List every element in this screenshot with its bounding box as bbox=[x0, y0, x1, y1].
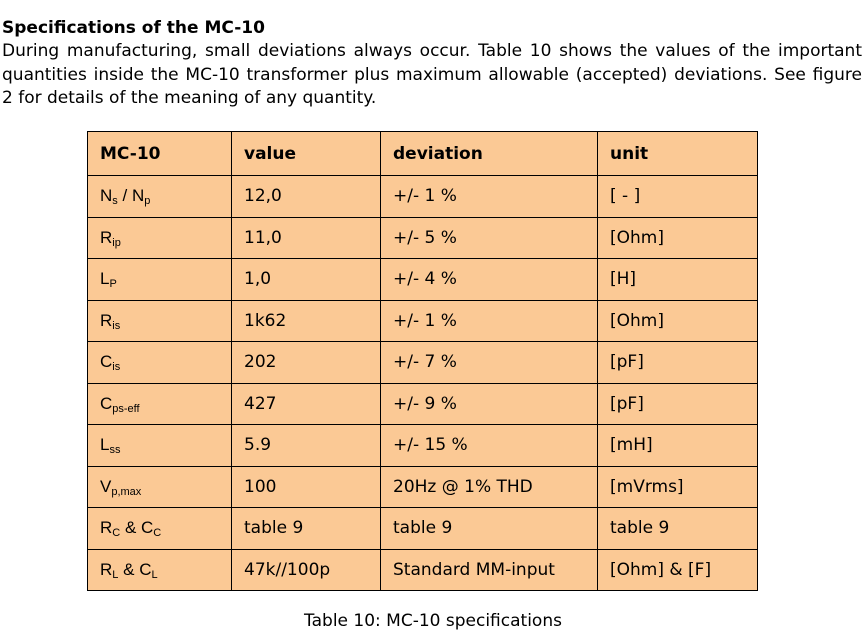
table-row bbox=[88, 383, 758, 425]
value-cell: 47k//100p bbox=[232, 549, 381, 591]
header-value: value bbox=[232, 132, 381, 176]
deviation-cell: +/- 5 % bbox=[381, 217, 598, 259]
unit-cell: [Ohm] bbox=[598, 300, 758, 342]
quantity-cell bbox=[88, 549, 232, 591]
quantity-symbol: R bbox=[100, 227, 113, 247]
table-header-row bbox=[88, 132, 758, 176]
table-row bbox=[88, 300, 758, 342]
table-body bbox=[88, 176, 758, 591]
value-cell: 1k62 bbox=[232, 300, 381, 342]
quantity-cell bbox=[88, 383, 232, 425]
quantity-symbol: C bbox=[100, 393, 113, 413]
unit-cell: [Ohm] & [F] bbox=[598, 549, 758, 591]
header-unit: unit bbox=[598, 132, 758, 176]
deviation-cell: 20Hz @ 1% THD bbox=[381, 466, 598, 508]
quantity-subscript: p,max bbox=[111, 485, 142, 498]
quantity-subscript: L bbox=[151, 568, 158, 581]
header-deviation: deviation bbox=[381, 132, 598, 176]
table-row bbox=[88, 466, 758, 508]
quantity-subscript: ps-eff bbox=[112, 402, 140, 415]
unit-cell: table 9 bbox=[598, 508, 758, 550]
quantity-subscript: C bbox=[153, 527, 162, 540]
header-quantity: MC-10 bbox=[88, 132, 232, 176]
quantity-symbol: L bbox=[100, 269, 110, 289]
quantity-symbol: V bbox=[100, 476, 112, 496]
table-row bbox=[88, 425, 758, 467]
quantity-symbol: & C bbox=[118, 559, 152, 579]
value-cell: 202 bbox=[232, 342, 381, 384]
quantity-subscript: C bbox=[112, 527, 121, 540]
quantity-cell bbox=[88, 342, 232, 384]
table-row bbox=[88, 217, 758, 259]
value-cell: 12,0 bbox=[232, 176, 381, 218]
value-cell: 11,0 bbox=[232, 217, 381, 259]
quantity-subscript: s bbox=[112, 195, 118, 208]
quantity-symbol: L bbox=[100, 435, 110, 455]
quantity-cell bbox=[88, 508, 232, 550]
table-caption: Table 10: MC-10 specifications bbox=[304, 611, 562, 631]
quantity-subscript: p bbox=[144, 195, 151, 208]
quantity-symbol: C bbox=[100, 352, 113, 372]
deviation-cell: table 9 bbox=[381, 508, 598, 550]
value-cell: 100 bbox=[232, 466, 381, 508]
deviation-cell: +/- 15 % bbox=[381, 425, 598, 467]
quantity-cell bbox=[88, 217, 232, 259]
quantity-symbol: R bbox=[100, 310, 113, 330]
unit-cell: [H] bbox=[598, 259, 758, 301]
intro-paragraph: During manufacturing, small deviations always occur. Table 10 shows the values of the important quantities inside the MC-10 transformer plus maximum allowable (accepted) deviations. See figure 2 for details of the meaning of any quantity. bbox=[2, 41, 862, 108]
table-row bbox=[88, 342, 758, 384]
specifications-table bbox=[87, 131, 758, 591]
section-heading: Specifications of the MC-10 bbox=[2, 18, 265, 38]
quantity-symbol: N bbox=[100, 186, 113, 206]
quantity-subscript: is bbox=[112, 361, 121, 374]
unit-cell: [mVrms] bbox=[598, 466, 758, 508]
quantity-cell bbox=[88, 176, 232, 218]
table-row bbox=[88, 259, 758, 301]
unit-cell: [pF] bbox=[598, 383, 758, 425]
quantity-symbol: & C bbox=[120, 518, 154, 538]
quantity-symbol: / N bbox=[117, 186, 145, 206]
deviation-cell: Standard MM-input bbox=[381, 549, 598, 591]
quantity-subscript: L bbox=[112, 568, 119, 581]
deviation-cell: +/- 4 % bbox=[381, 259, 598, 301]
unit-cell: [pF] bbox=[598, 342, 758, 384]
quantity-subscript: is bbox=[112, 319, 121, 332]
value-cell: 427 bbox=[232, 383, 381, 425]
quantity-subscript: P bbox=[109, 278, 117, 291]
table-row bbox=[88, 176, 758, 218]
table-row bbox=[88, 549, 758, 591]
unit-cell: [ - ] bbox=[598, 176, 758, 218]
value-cell: table 9 bbox=[232, 508, 381, 550]
quantity-symbol: R bbox=[100, 518, 113, 538]
table-row bbox=[88, 508, 758, 550]
quantity-cell bbox=[88, 259, 232, 301]
unit-cell: [mH] bbox=[598, 425, 758, 467]
quantity-subscript: ss bbox=[109, 444, 121, 457]
deviation-cell: +/- 9 % bbox=[381, 383, 598, 425]
unit-cell: [Ohm] bbox=[598, 217, 758, 259]
deviation-cell: +/- 1 % bbox=[381, 176, 598, 218]
value-cell: 1,0 bbox=[232, 259, 381, 301]
value-cell: 5.9 bbox=[232, 425, 381, 467]
deviation-cell: +/- 7 % bbox=[381, 342, 598, 384]
quantity-subscript: ip bbox=[112, 236, 121, 249]
deviation-cell: +/- 1 % bbox=[381, 300, 598, 342]
quantity-symbol: R bbox=[100, 559, 113, 579]
quantity-cell bbox=[88, 425, 232, 467]
quantity-cell bbox=[88, 466, 232, 508]
quantity-cell bbox=[88, 300, 232, 342]
